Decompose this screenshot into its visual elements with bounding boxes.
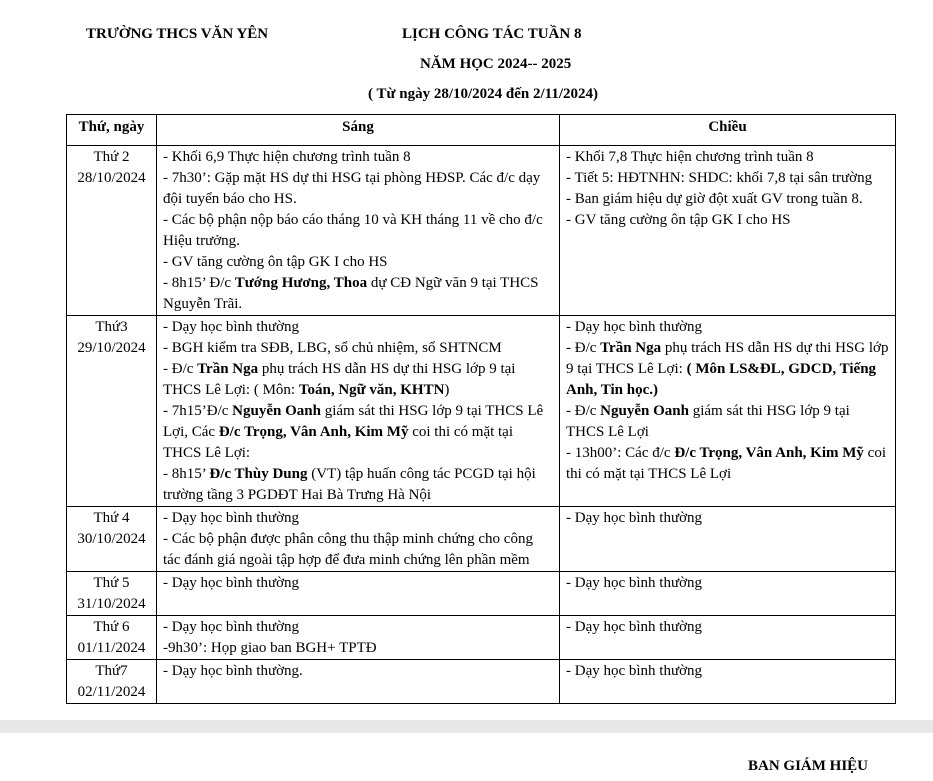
- date-label: 29/10/2024: [77, 340, 146, 356]
- schedule-entry: - Dạy học bình thường: [163, 510, 300, 526]
- entry-text: giám sát thi HSG lớp 9 tại THCS Lê Lợi: [566, 403, 850, 440]
- day-cell: [67, 316, 157, 507]
- entry-bold-text: Trần Nga: [600, 340, 662, 356]
- column-header-afternoon: Chiều: [560, 115, 896, 146]
- weekday-label: Thứ 6: [93, 619, 130, 635]
- school-year: NĂM HỌC 2024-- 2025: [420, 56, 572, 72]
- morning-cell: [157, 616, 560, 660]
- morning-cell: [157, 316, 560, 507]
- schedule-entry: - Dạy học bình thường: [566, 663, 703, 679]
- weekday-label: Thứ 2: [93, 149, 130, 165]
- schedule-entry: [566, 443, 889, 485]
- entry-text: - Đ/c: [566, 340, 601, 356]
- entry-text: phụ trách HS dẫn HS dự thi HSG lớp 9 tại THCS Lê Lợi:: [566, 340, 889, 377]
- table-row: [67, 146, 896, 316]
- entry-text: giám sát thi HSG lớp 9 tại THCS Lê Lợi, Các: [163, 403, 544, 440]
- afternoon-cell: [560, 146, 896, 316]
- entry-text: - Đ/c: [163, 361, 198, 377]
- date-label: 02/11/2024: [77, 684, 146, 700]
- entry-text: - 7h15’Đ/c: [163, 403, 233, 419]
- weekday-label: Thứ 5: [93, 575, 130, 591]
- schedule-entry: [566, 338, 889, 401]
- schedule-entry: - 7h30’: Gặp mặt HS dự thi HSG tại phòng HĐSP. Các đ/c dạy đội tuyển báo cho HS.: [163, 170, 541, 207]
- date-label: 01/11/2024: [77, 640, 146, 656]
- schedule-entry: - Dạy học bình thường: [566, 510, 703, 526]
- schedule-entry: [163, 401, 553, 464]
- afternoon-cell: [560, 660, 896, 704]
- schedule-entry: - Các bộ phận được phân công thu thập minh chứng cho công tác đánh giá ngoài tập hợp để đưa minh chứng lên phần mềm: [163, 531, 533, 568]
- entry-bold-text: Đ/c Trọng, Vân Anh, Kim Mỹ: [674, 445, 864, 461]
- schedule-entry: - Khối 6,9 Thực hiện chương trình tuần 8: [163, 149, 411, 165]
- schedule-entry: - Khối 7,8 Thực hiện chương trình tuần 8: [566, 149, 814, 165]
- entry-bold-text: Tướng Hương, Thoa: [234, 275, 368, 291]
- day-cell: [67, 660, 157, 704]
- day-cell: [67, 572, 157, 616]
- schedule-entry: - Dạy học bình thường: [566, 619, 703, 635]
- schedule-entry: - Dạy học bình thường: [163, 619, 300, 635]
- schedule-entry: - Dạy học bình thường: [566, 575, 703, 591]
- entry-text: - 13h00’: Các đ/c: [566, 445, 675, 461]
- date-label: 28/10/2024: [77, 170, 146, 186]
- afternoon-cell: [560, 616, 896, 660]
- weekday-label: Thứ 4: [93, 510, 130, 526]
- schedule-entry: - Ban giám hiệu dự giờ đột xuất GV trong tuần 8.: [566, 191, 863, 207]
- schedule-entry: - Dạy học bình thường: [566, 319, 703, 335]
- day-cell: [67, 507, 157, 572]
- schedule-entry: - Các bộ phận nộp báo cáo tháng 10 và KH tháng 11 về cho đ/c Hiệu trưởng.: [163, 212, 543, 249]
- afternoon-cell: [560, 316, 896, 507]
- entry-bold-text: Nguyễn Oanh: [232, 403, 321, 419]
- table-row: [67, 616, 896, 660]
- entry-text: coi thi có mặt tại THCS Lê Lợi: [566, 445, 886, 482]
- signature-label: BAN GIÁM HIỆU: [748, 758, 869, 774]
- weekday-label: Thứ3: [95, 319, 128, 335]
- table-header-row: [67, 115, 896, 146]
- table-row: [67, 316, 896, 507]
- date-label: 31/10/2024: [77, 596, 146, 612]
- schedule-table: [66, 114, 896, 704]
- day-cell: [67, 616, 157, 660]
- morning-cell: [157, 572, 560, 616]
- schedule-entry: - Tiết 5: HĐTNHN: SHDC: khối 7,8 tại sân trường: [566, 170, 873, 186]
- page-break: [0, 720, 933, 733]
- date-label: 30/10/2024: [77, 531, 146, 547]
- entry-bold-text: Đ/c Trọng, Vân Anh, Kim Mỹ: [218, 424, 409, 440]
- entry-text: - 8h15’ Đ/c: [163, 275, 235, 291]
- entry-text: ): [444, 382, 450, 398]
- entry-text: (VT) tập huấn công tác PCGD tại hội trường tầng 3 PGDĐT Hai Bà Trưng Hà Nội: [163, 466, 536, 503]
- entry-text: coi thi có mặt tại THCS Lê Lợi:: [163, 424, 514, 461]
- entry-text: dự CĐ Ngữ văn 9 tại THCS Nguyễn Trãi.: [163, 275, 539, 312]
- entry-text: - 8h15’: [163, 466, 210, 482]
- schedule-entry: [566, 401, 889, 443]
- schedule-entry: -9h30’: Họp giao ban BGH+ TPTĐ: [163, 640, 377, 656]
- schedule-entry: [163, 359, 553, 401]
- entry-bold-text: Nguyễn Oanh: [600, 403, 689, 419]
- school-name: TRƯỜNG THCS VĂN YÊN: [86, 26, 269, 42]
- schedule-entry: - Dạy học bình thường: [163, 319, 300, 335]
- column-header-morning: Sáng: [157, 115, 560, 146]
- afternoon-cell: [560, 507, 896, 572]
- entry-bold-text: ( Môn LS&ĐL, GDCD, Tiếng Anh, Tin học.): [566, 361, 877, 398]
- column-header-day: Thứ, ngày: [67, 115, 157, 146]
- table-row: [67, 660, 896, 704]
- entry-text: phụ trách HS dẫn HS dự thi HSG lớp 9 tại THCS Lê Lợi: ( Môn:: [163, 361, 516, 398]
- schedule-entry: - Dạy học bình thường.: [163, 663, 303, 679]
- schedule-title: LỊCH CÔNG TÁC TUẦN 8: [402, 26, 582, 42]
- afternoon-cell: [560, 572, 896, 616]
- schedule-entry: - Dạy học bình thường: [163, 575, 300, 591]
- morning-cell: [157, 660, 560, 704]
- morning-cell: [157, 507, 560, 572]
- entry-text: - Đ/c: [566, 403, 601, 419]
- entry-bold-text: Trần Nga: [197, 361, 259, 377]
- schedule-entry: - GV tăng cường ôn tập GK I cho HS: [566, 212, 791, 228]
- schedule-entry: [163, 464, 553, 506]
- table-row: [67, 507, 896, 572]
- schedule-entry: [163, 273, 553, 315]
- schedule-entry: - BGH kiểm tra SĐB, LBG, sổ chủ nhiệm, sổ SHTNCM: [163, 340, 502, 356]
- entry-bold-text: Toán, Ngữ văn, KHTN: [298, 382, 445, 398]
- day-cell: [67, 146, 157, 316]
- entry-bold-text: Đ/c Thùy Dung: [209, 466, 308, 482]
- date-range: ( Từ ngày 28/10/2024 đến 2/11/2024): [368, 86, 599, 102]
- table-row: [67, 572, 896, 616]
- morning-cell: [157, 146, 560, 316]
- weekday-label: Thứ7: [95, 663, 128, 679]
- schedule-entry: - GV tăng cường ôn tập GK I cho HS: [163, 254, 388, 270]
